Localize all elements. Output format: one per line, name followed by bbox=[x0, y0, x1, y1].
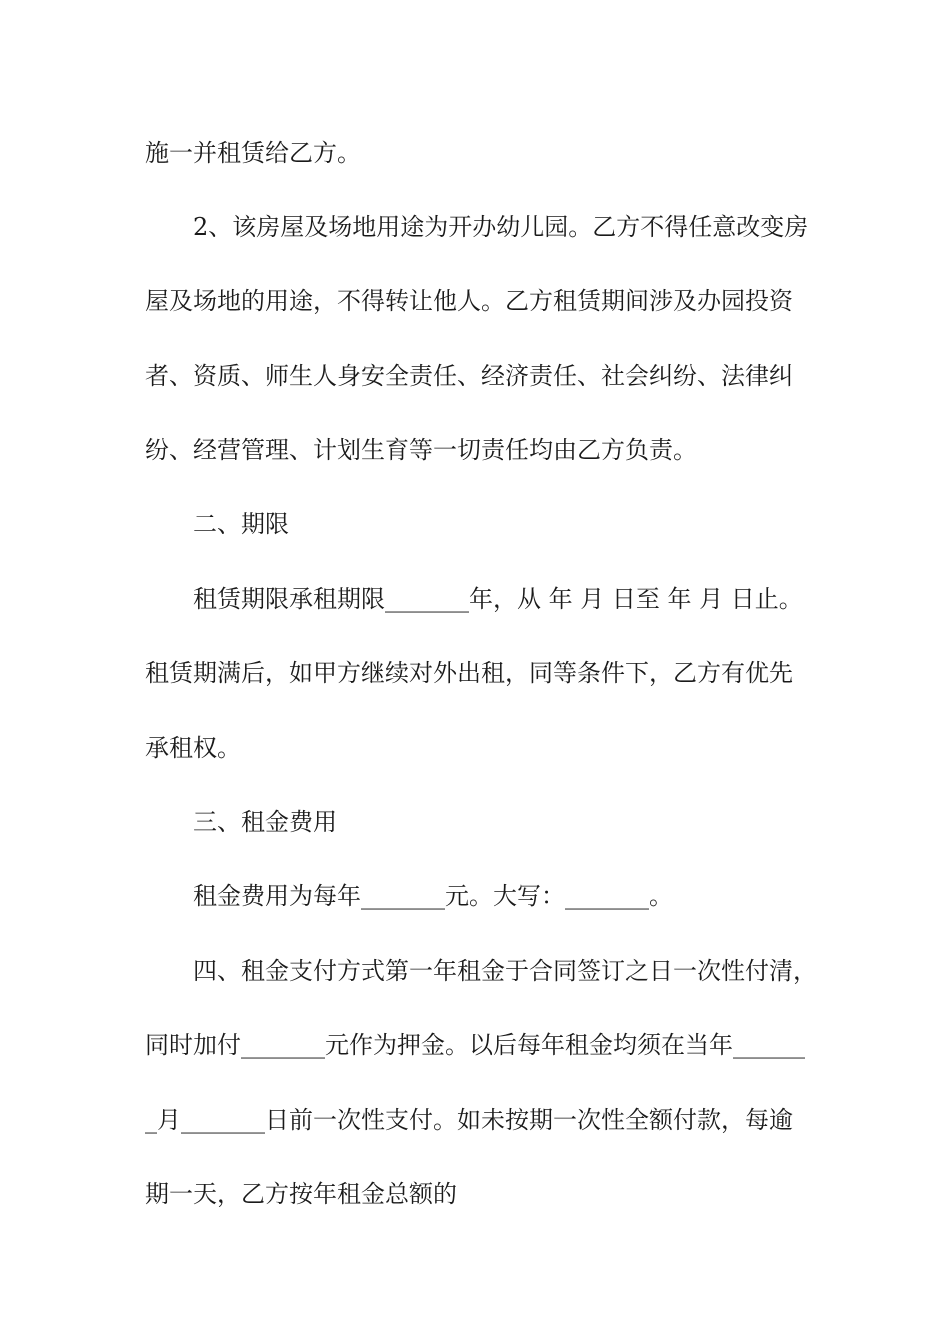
paragraph-line: 屋及场地的用途，不得转让他人。乙方租赁期间涉及办园投资 bbox=[145, 287, 793, 315]
paragraph-line: 者、资质、师生人身安全责任、经济责任、社会纠纷、法律纠 bbox=[145, 362, 793, 390]
section-heading-rent: 三、租金费用 bbox=[193, 808, 337, 836]
rent-line: 租金费用为每年_______元。大写：_______。 bbox=[193, 882, 673, 910]
paragraph-line: 承租权。 bbox=[145, 734, 241, 762]
payment-line: 四、租金支付方式第一年租金于合同签订之日一次性付清， bbox=[193, 957, 817, 985]
paragraph-line: 期一天，乙方按年租金总额的 bbox=[145, 1180, 457, 1208]
paragraph-line: 施一并租赁给乙方。 bbox=[145, 139, 361, 167]
paragraph-line: 同时加付_______元作为押金。以后每年租金均须在当年______ bbox=[145, 1031, 805, 1059]
paragraph-line: _月_______日前一次性支付。如未按期一次性全额付款，每逾 bbox=[145, 1106, 793, 1134]
term-line: 租赁期限承租期限_______年，从 年 月 日至 年 月 日止。 bbox=[193, 585, 803, 613]
paragraph-line: 纷、经营管理、计划生育等一切责任均由乙方负责。 bbox=[145, 436, 697, 464]
paragraph-line: 租赁期满后，如甲方继续对外出租，同等条件下，乙方有优先 bbox=[145, 659, 793, 687]
section-heading-term: 二、期限 bbox=[193, 510, 289, 538]
clause-2-line: 2、该房屋及场地用途为开办幼儿园。乙方不得任意改变房 bbox=[193, 213, 809, 241]
